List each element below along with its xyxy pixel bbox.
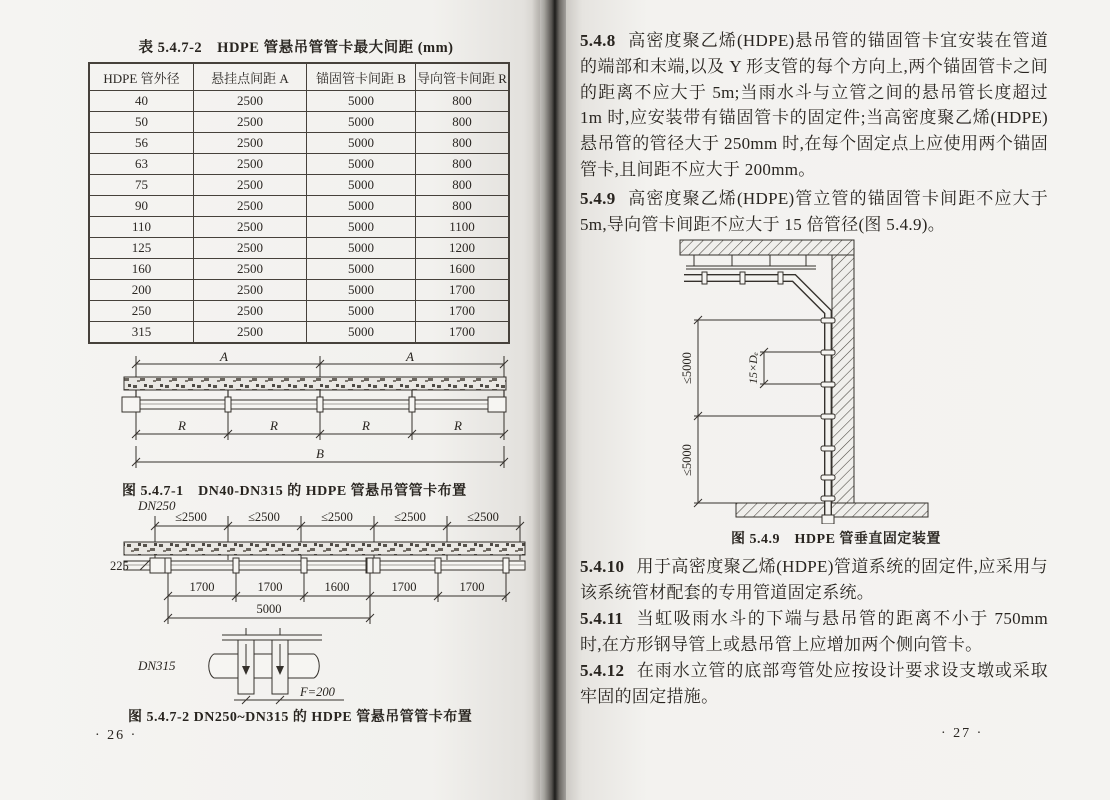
segment-dim: 1700 [189,580,215,594]
table-row [89,280,509,301]
table-row [89,112,509,133]
table-cell: 5000 [307,259,416,280]
dn315-detail-diagram [130,628,410,706]
table-cell: 800 [416,196,510,217]
span-dim-label: ≤2500 [394,510,426,524]
table-row [89,301,509,322]
table-row [89,175,509,196]
pipe-section [209,654,320,678]
section-number: 5.4.11 [580,609,624,628]
table-cell: 5000 [307,217,416,238]
section-5-4-11 [580,606,1048,658]
dim-label-r: R [270,418,278,433]
pipe-end-fitting [122,397,140,412]
section-text: 用于高密度聚乙烯(HDPE)管道系统的固定件,应采用与该系统管材配套的专用管道固定系统。 [580,557,1048,602]
table-cell: 1700 [416,301,510,322]
dim-label-r: R [178,418,186,433]
table-header-row [89,63,509,91]
page-number-left: · 26 · [95,728,138,743]
dn315-label: DN315 [138,658,176,673]
table-row [89,91,509,112]
figure-5-4-9-diagram [632,232,962,524]
table-cell: 2500 [194,112,307,133]
table-cell: 200 [89,280,194,301]
dn250-label: DN250 [138,498,176,513]
table-cell: 5000 [307,301,416,322]
table-cell: 2500 [194,280,307,301]
table-cell: 800 [416,175,510,196]
table-cell: 5000 [307,175,416,196]
table-row [89,259,509,280]
suspended-pipe [126,400,504,409]
suspended-pipe [124,561,525,570]
figure-5-4-7-1-diagram [116,350,514,478]
table-cell: 2500 [194,133,307,154]
span-dim-label: ≤2500 [321,510,353,524]
table-cell: 5000 [307,133,416,154]
table-row [89,196,509,217]
section-number: 5.4.9 [580,189,616,208]
section-text: 高密度聚乙烯(HDPE)管立管的锚固管卡间距不应大于 5m,导向管卡间距不应大于 15 倍管径(图 5.4.9)。 [580,189,1048,234]
ceiling-slab [680,240,854,255]
span-dim-label: ≤2500 [248,510,280,524]
page-number-right: · 27 · [941,726,984,741]
dim-label-a: A [220,350,228,364]
segment-dim: 1700 [257,580,283,594]
table-cell: 2500 [194,175,307,196]
table-cell: 40 [89,91,194,112]
page-right [566,0,1110,800]
total-dim: 5000 [256,602,282,616]
table-cell: 1700 [416,280,510,301]
figure-5-4-7-2-diagram [110,498,535,630]
table-row [89,217,509,238]
table-title: 表 5.4.7-2 HDPE 管悬吊管管卡最大间距 (mm) [138,40,454,56]
section-5-4-10 [580,554,1048,606]
table-header-cell: HDPE 管外径 [89,63,194,91]
table-cell: 5000 [307,280,416,301]
table-cell: 2500 [194,154,307,175]
table-cell: 56 [89,133,194,154]
segment-dim: 1600 [324,580,350,594]
table-row [89,133,509,154]
table-cell: 2500 [194,217,307,238]
section-5-4-9 [580,186,1048,238]
table-cell: 2500 [194,238,307,259]
section-5-4-12 [580,658,1048,710]
figure-5-4-7-1-caption: 图 5.4.7-1 DN40-DN315 的 HDPE 管悬吊管管卡布置 [122,484,467,499]
f-dim-label: F=200 [300,685,335,699]
table-header-cell: 悬挂点间距 A [194,63,307,91]
figure-5-4-9-caption: 图 5.4.9 HDPE 管垂直固定装置 [731,532,941,547]
table-cell: 2500 [194,196,307,217]
table-row [89,322,509,344]
table-cell: 5000 [307,196,416,217]
pipe-bore [684,278,828,523]
table-header-cell: 锚固管卡间距 B [307,63,416,91]
table-cell: 1200 [416,238,510,259]
table-cell: 5000 [307,91,416,112]
table-cell: 800 [416,133,510,154]
table-cell: 5000 [307,154,416,175]
table-cell: 5000 [307,238,416,259]
upper-span-dim: ≤5000 [680,352,694,384]
table-cell: 800 [416,91,510,112]
section-5-4-8 [580,28,1048,183]
table-cell: 1700 [416,322,510,344]
pipe-end-fitting [488,397,506,412]
dim-label-r: R [362,418,370,433]
table-header-cell: 导向管卡间距 R [416,63,510,91]
table-cell: 50 [89,112,194,133]
table-cell: 90 [89,196,194,217]
clamp-spacing-table [88,62,510,344]
section-text: 当虹吸雨水斗的下端与悬吊管的距离不小于 750mm 时,在方形钢导管上或悬吊管上应增加两个侧向管卡。 [580,609,1048,654]
page-left [0,0,540,800]
table-cell: 2500 [194,322,307,344]
section-number: 5.4.10 [580,557,625,576]
table-row [89,154,509,175]
table-cell: 75 [89,175,194,196]
pipe-outline [684,278,828,523]
table-cell: 2500 [194,301,307,322]
ceiling-slab [124,377,506,390]
offset-dim-label: 225 [110,559,129,573]
table-cell: 2500 [194,91,307,112]
figure-5-4-7-2-caption: 图 5.4.7-2 DN250~DN315 的 HDPE 管悬吊管管卡布置 [128,710,473,725]
span-dim-label: ≤2500 [467,510,499,524]
table-cell: 1600 [416,259,510,280]
table-cell: 250 [89,301,194,322]
guide-spacing-dim: 15×Dₑ [746,352,760,384]
table-cell: 5000 [307,322,416,344]
ceiling-slab [124,542,525,555]
dim-label-b: B [316,446,324,461]
section-number: 5.4.12 [580,661,625,680]
table-cell: 125 [89,238,194,259]
segment-dim: 1700 [459,580,485,594]
table-cell: 110 [89,217,194,238]
section-text: 在雨水立管的底部弯管处应按设计要求设支墩或采取牢固的固定措施。 [580,661,1048,706]
section-number: 5.4.8 [580,31,616,50]
table-cell: 160 [89,259,194,280]
floor-penetration [822,515,834,524]
dim-label-r: R [454,418,462,433]
table-cell: 800 [416,112,510,133]
table-cell: 1100 [416,217,510,238]
table-cell: 315 [89,322,194,344]
table-cell: 800 [416,154,510,175]
lower-span-dim: ≤5000 [680,444,694,476]
table-cell: 63 [89,154,194,175]
span-dim-label: ≤2500 [175,510,207,524]
section-text: 高密度聚乙烯(HDPE)悬吊管的锚固管卡宜安装在管道的端部和末端,以及 Y 形支管的每个方向上,两个锚固管卡之间的距离不应大于 5m;当雨水斗与立管之间的悬吊管长度超过 1m 时,应安装带有锚固管卡的固定件;当高密度聚乙烯(HDPE)悬吊管的管径大于 250mm 时,在每个固定点上应使用两个锚固管卡,且间距不应大于 200mm。 [580,31,1048,179]
wall [832,255,854,503]
segment-dim: 1700 [391,580,417,594]
dim-label-a: A [406,350,414,364]
table-cell: 2500 [194,259,307,280]
table-cell: 5000 [307,112,416,133]
table-row [89,238,509,259]
